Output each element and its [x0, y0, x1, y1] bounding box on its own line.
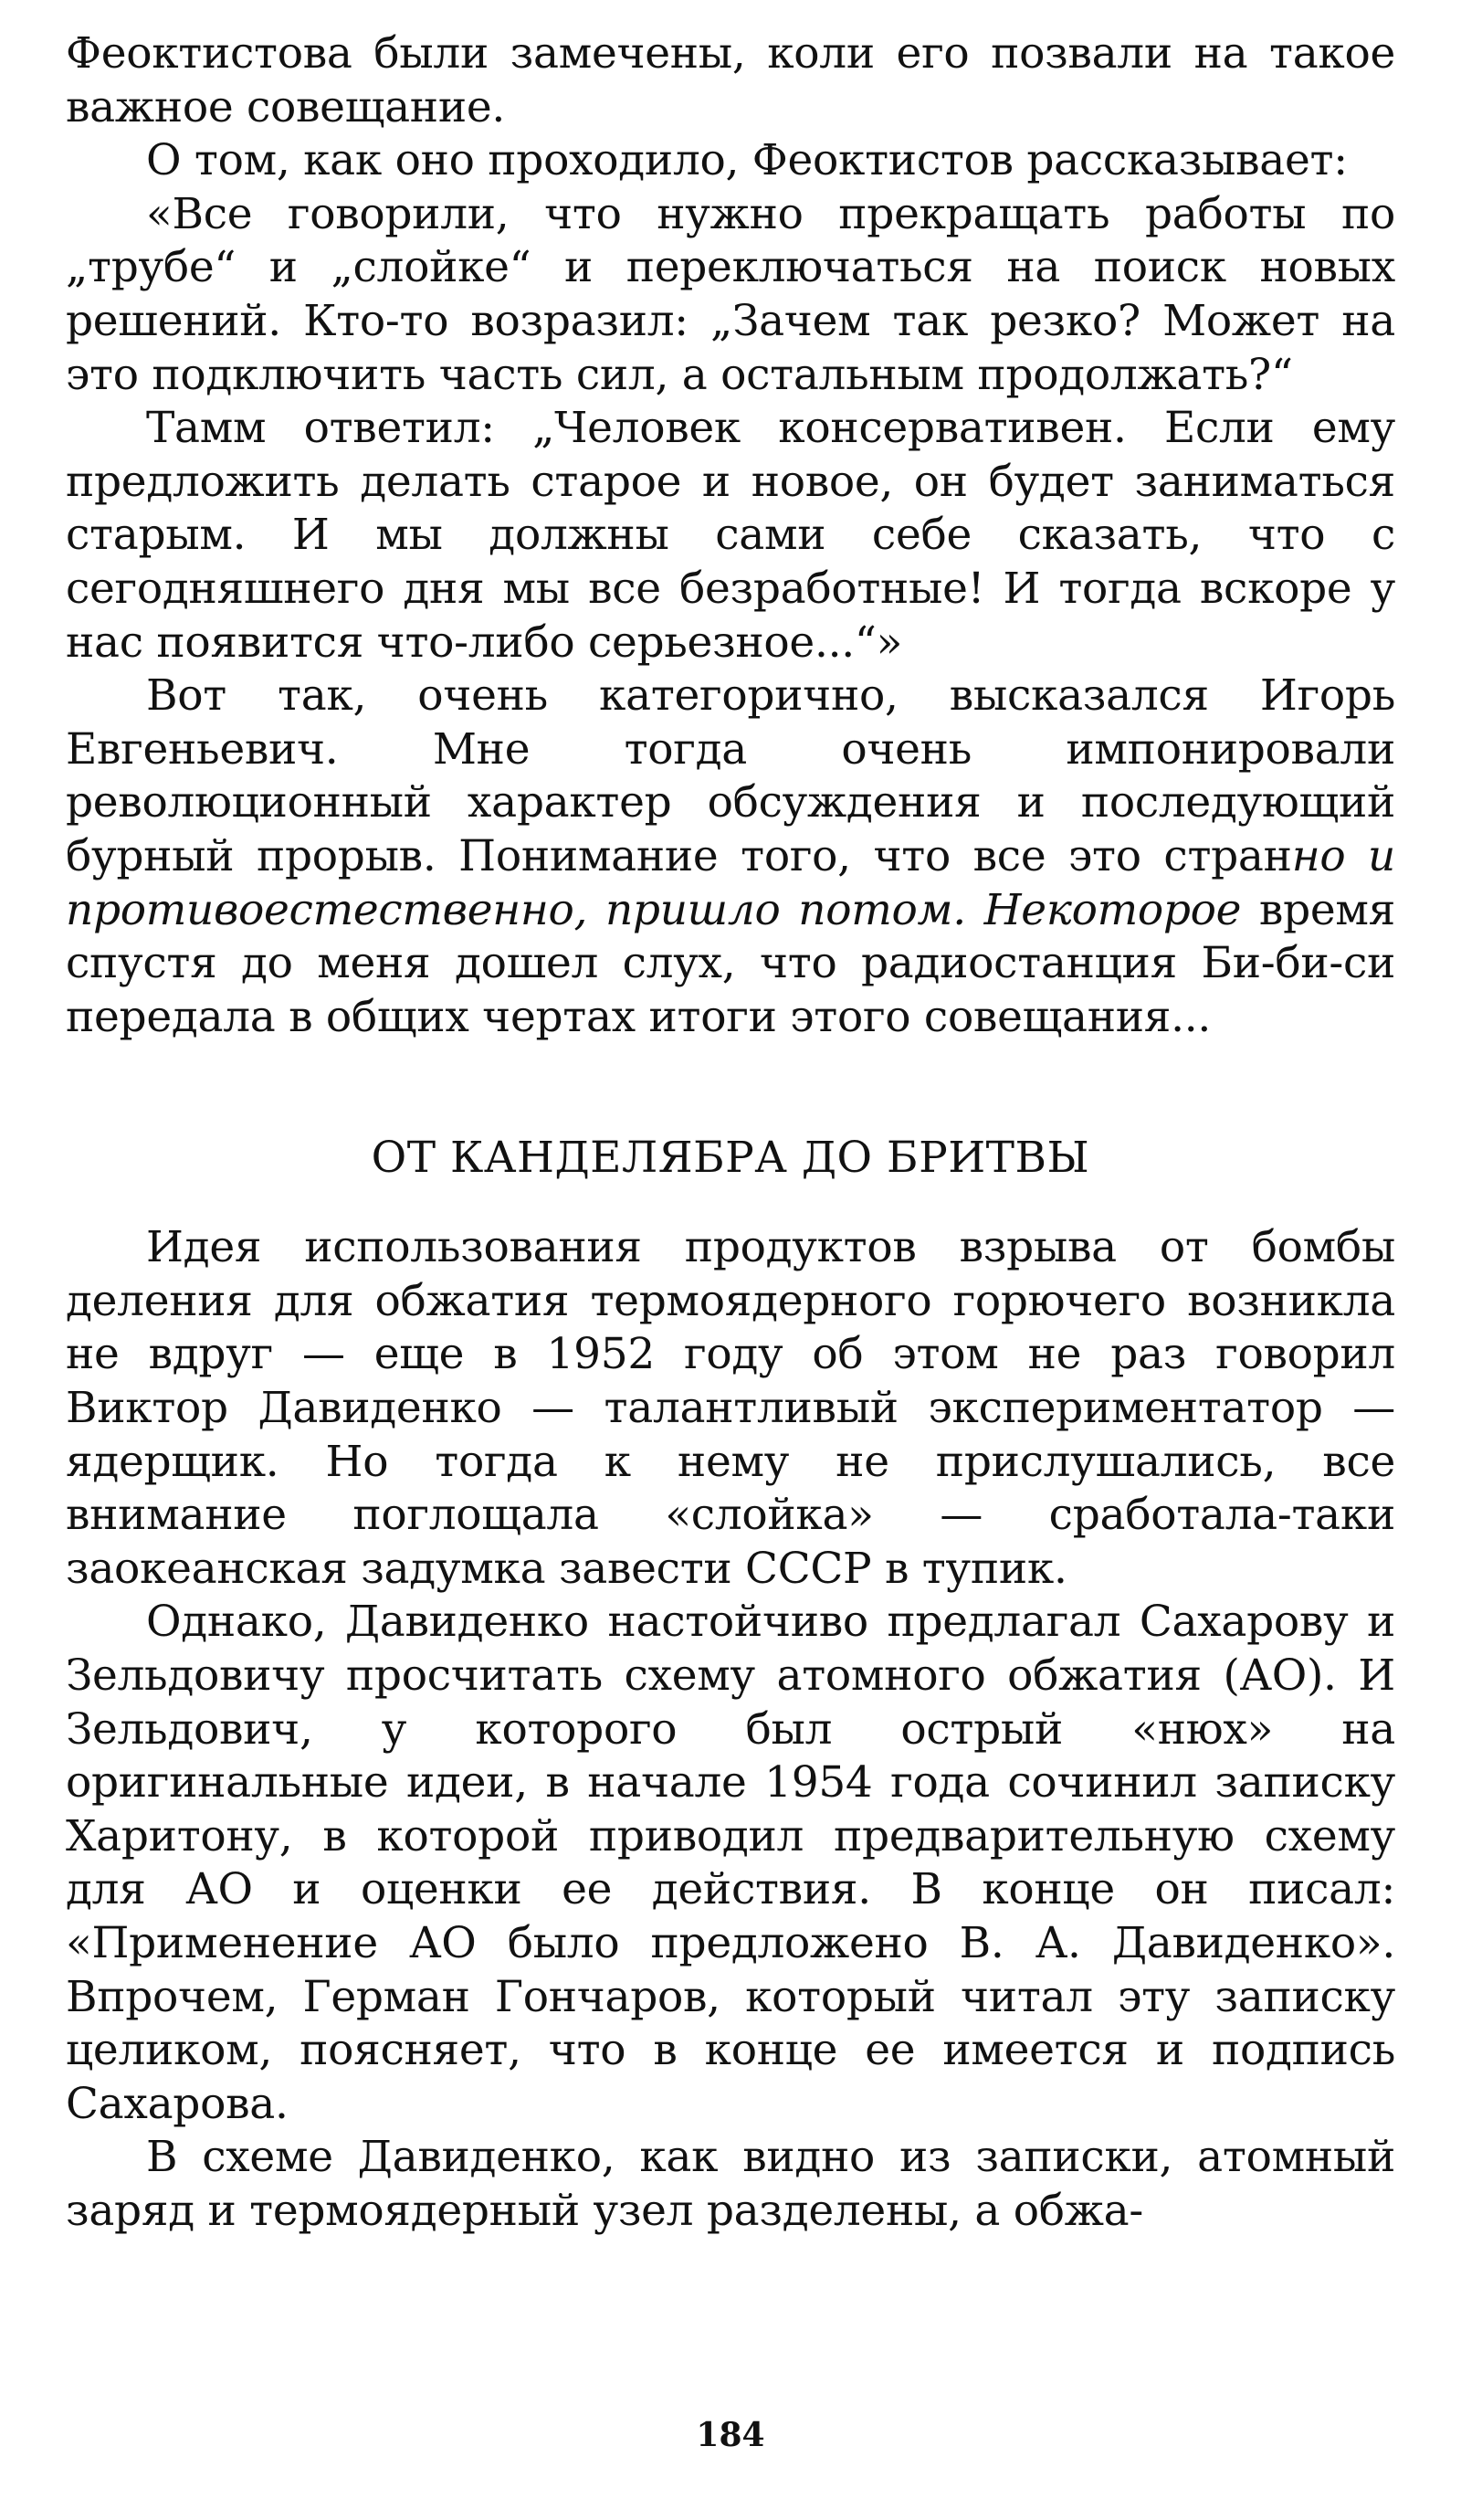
- paragraph-italic-part: но и противоестественно, пришло потом. Некоторое: [66, 830, 1395, 935]
- paragraph-tamm-answer: Тамм ответил: „Человек консервативен. Если ему предложить делать старое и новое, он будет заниматься старым. И мы должны сами себе сказать, что с сегодняшнего дня мы все безработные! И тогда вскоре у нас появится что-либо серьезное...“»: [66, 403, 1395, 668]
- paragraph-text-part: время спустя до меня дошел слух, что радиостанция Би-би-си передала в общих чертах итоги этого совещания...: [66, 884, 1395, 1042]
- paragraph-scheme: В схеме Давиденко, как видно из записки, атомный заряд и термоядерный узел разделены, а обжа-: [66, 2132, 1395, 2236]
- page-number: 184: [696, 2416, 765, 2454]
- paragraph-text-part: Вот так, очень категорично, высказался Игорь Евгеньевич. Мне тогда очень импонировали революционный характер обсуждения и последующий бурный прорыв. Понимание того, что все это стран: [66, 670, 1395, 881]
- paragraph-idea-origin: Идея использования продуктов взрыва от бомбы деления для обжатия термоядерного горючего возникла не вдруг — еще в 1952 году об этом не раз говорил Виктор Давиденко — талантливый экспериментатор — ядерщик. Но тогда к нему не прислушались, все внимание поглощала «слойка» — сработала-таки заокеанская задумка завести СССР в тупик.: [66, 1222, 1395, 1594]
- book-page: [66, 27, 1395, 2239]
- paragraph-quote-meeting: «Все говорили, что нужно прекращать работы по „трубе“ и „слойке“ и переключаться на поиск новых решений. Кто-то возразил: „Зачем так резко? Может на это подключить часть сил, а остальным продолжать?“: [66, 188, 1395, 400]
- paragraph-davidenko-proposal: Однако, Давиденко настойчиво предлагал Сахарову и Зельдовичу просчитать схему атомного обжатия (АО). И Зельдович, у которого был острый «нюх» на оригинальные идеи, в начале 1954 года сочинил записку Харитону, в которой приводил предварительную схему для АО и оценки ее действия. В конце он писал: «Применение АО было предложено В. А. Давиденко». Впрочем, Герман Гончаров, который читал эту записку целиком, поясняет, что в конце ее имеется и подпись Сахарова.: [66, 1597, 1395, 2129]
- paragraph-igor-evgenievich: [66, 670, 1395, 1044]
- paragraph-feoktistov-intro: О том, как оно проходило, Феоктистов рассказывает:: [146, 135, 1348, 186]
- section-heading: ОТ КАНДЕЛЯБРА ДО БРИТВЫ: [371, 1133, 1090, 1184]
- paragraph-continuation: Феоктистова были замечены, коли его позвали на такое важное совещание.: [66, 28, 1395, 132]
